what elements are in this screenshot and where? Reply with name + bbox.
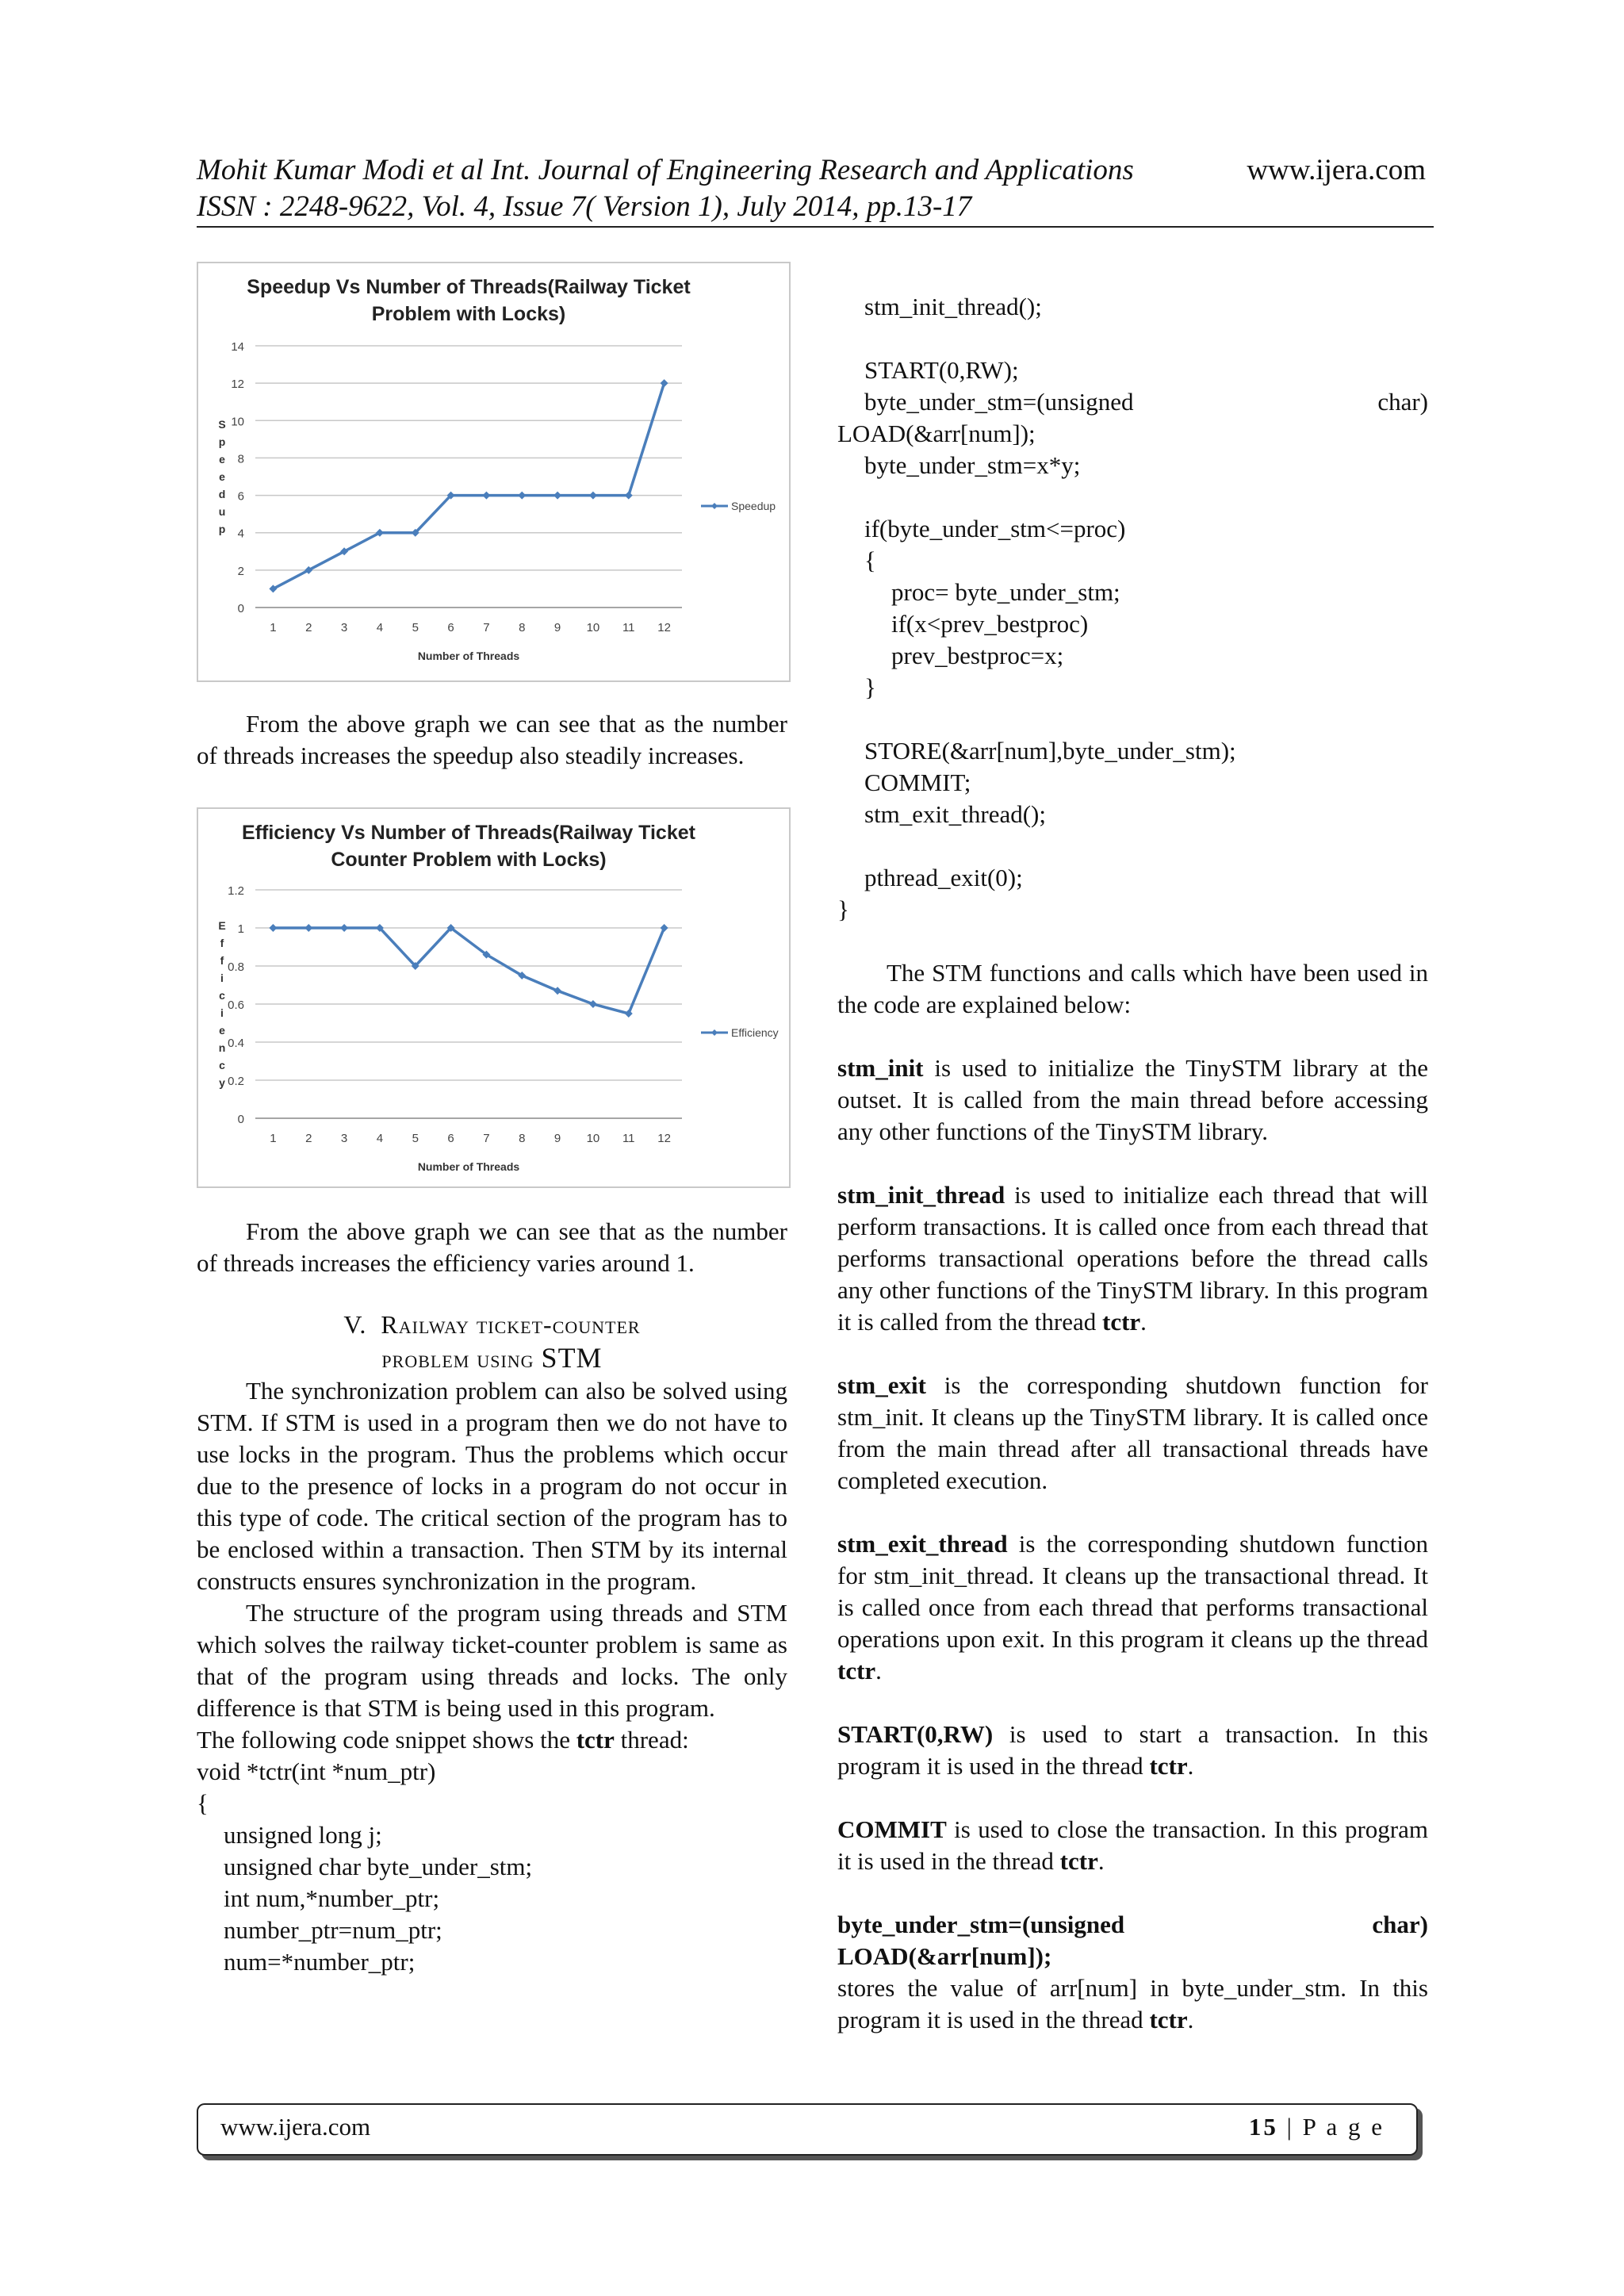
y-axis-label-letter: E bbox=[218, 919, 226, 932]
chart-title: Problem with Locks) bbox=[371, 303, 566, 325]
y-axis-label-letter: n bbox=[218, 1041, 226, 1054]
data-point bbox=[269, 924, 277, 932]
code-load-b: char) bbox=[1377, 388, 1428, 416]
section-number: V. bbox=[343, 1310, 367, 1339]
y-axis-label-letter: y bbox=[219, 1076, 225, 1089]
footer-page-number bbox=[1249, 2113, 1385, 2141]
start-text: is used to start a transaction. In this program it is used in the thread bbox=[837, 1720, 1428, 1780]
code-if-prev: if(x<prev_bestproc) bbox=[891, 610, 1089, 638]
x-tick-label: 8 bbox=[519, 621, 526, 634]
code-commit: COMMIT; bbox=[864, 769, 971, 796]
data-point bbox=[340, 924, 348, 932]
y-tick-label: 0 bbox=[237, 602, 244, 615]
x-tick-label: 1 bbox=[270, 621, 277, 634]
speedup-chart bbox=[197, 262, 791, 682]
term-load-a: byte_under_stm=(unsigned bbox=[837, 1911, 1125, 1938]
term-stm-init-thread: stm_init_thread bbox=[837, 1181, 1005, 1209]
y-axis-label-letter: f bbox=[220, 954, 224, 967]
x-tick-label: 6 bbox=[447, 1132, 454, 1145]
x-tick-label: 9 bbox=[553, 1132, 561, 1145]
y-axis-label-letter: c bbox=[219, 1059, 225, 1071]
page-number: 15 bbox=[1248, 2113, 1278, 2141]
code-load: LOAD(&arr[num]); bbox=[837, 420, 1036, 447]
y-tick-label: 4 bbox=[237, 527, 244, 541]
code-assign: byte_under_stm=x*y; bbox=[864, 451, 1081, 479]
header-rule bbox=[197, 226, 1434, 228]
x-tick-label: 5 bbox=[412, 621, 419, 634]
stm-init-thread-text: is used to initialize each thread that will perform transactions. It is called once from each thread that performs transactional operations before the thread calls any other functions of the TinySTM library. In this program it is called from the thread bbox=[837, 1181, 1428, 1336]
y-axis-label-letter: S bbox=[218, 418, 226, 431]
running-header bbox=[197, 152, 1134, 225]
code-brace-open: { bbox=[864, 546, 876, 574]
y-axis-label-letter: u bbox=[218, 505, 226, 518]
term-commit: COMMIT bbox=[837, 1815, 947, 1843]
code-start: START(0,RW); bbox=[864, 356, 1019, 384]
stm-init-thread-paragraph: stm_init_thread is used to initialize each thread that will perform transactions. It is called once from each thread that performs transactional operations before the thread calls any other functions of the TinySTM library. In this program it is called from the thread tctr. bbox=[837, 1181, 1428, 1336]
code-store: STORE(&arr[num],byte_under_stm); bbox=[864, 737, 1236, 765]
chart-title: Counter Problem with Locks) bbox=[331, 849, 607, 871]
tctr-ref-4: tctr bbox=[1059, 1847, 1098, 1875]
y-axis-label-letter: d bbox=[218, 488, 226, 500]
code-end-brace: } bbox=[837, 895, 849, 923]
page-label: | P a g e bbox=[1277, 2113, 1385, 2141]
y-tick-label: 10 bbox=[231, 415, 244, 429]
y-axis-label-letter: i bbox=[220, 1006, 224, 1019]
tctr-ref-2: tctr bbox=[837, 1657, 876, 1685]
structure-paragraph: The structure of the program using threads and STM which solves the railway ticket-counter problem is same as that of the program using threads and locks. The only difference is that STM is being used in this program. bbox=[197, 1599, 787, 1722]
term-load-b: char) bbox=[1372, 1911, 1428, 1938]
code-load-a: byte_under_stm=(unsigned bbox=[864, 388, 1134, 416]
term-start: START(0,RW) bbox=[837, 1720, 994, 1748]
speedup-paragraph: From the above graph we can see that as the number of threads increases the speedup also steadily increases. bbox=[197, 710, 787, 769]
term-load-c: LOAD(&arr[num]); bbox=[837, 1942, 1052, 1970]
code-left-1: { bbox=[197, 1789, 209, 1817]
data-point bbox=[553, 987, 561, 995]
data-point bbox=[589, 1000, 597, 1008]
y-axis-label-letter: c bbox=[219, 989, 225, 1002]
code-left-4: int num,*number_ptr; bbox=[224, 1884, 440, 1912]
stm-exit-paragraph bbox=[837, 1370, 1428, 1497]
x-tick-label: 2 bbox=[305, 621, 312, 634]
data-point bbox=[661, 379, 668, 387]
page-footer bbox=[197, 2103, 1418, 2156]
load-paragraph: stores the value of arr[num] in byte_under_stm. In this program it is used in the thread tctr. bbox=[837, 1974, 1428, 2033]
y-axis-label-letter: p bbox=[218, 435, 226, 448]
code-left-2: unsigned long j; bbox=[224, 1821, 382, 1849]
code-exit-thread: stm_exit_thread(); bbox=[864, 800, 1046, 828]
header-website[interactable]: www.ijera.com bbox=[1247, 154, 1426, 186]
code-proc: proc= byte_under_stm; bbox=[891, 578, 1120, 606]
efficiency-paragraph: From the above graph we can see that as the number of threads increases the efficiency varies around 1. bbox=[197, 1217, 787, 1277]
legend-label: Efficiency bbox=[731, 1026, 779, 1039]
code-left-6: num=*number_ptr; bbox=[224, 1948, 416, 1976]
y-axis-label-letter: f bbox=[220, 937, 224, 949]
x-tick-label: 4 bbox=[376, 621, 384, 634]
stm-exit-thread-text: is the corresponding shutdown function for stm_init_thread. It cleans up the transactional thread. It is called once from each thread that performs transactional operations upon exit. In this program it cleans up the thread bbox=[837, 1530, 1428, 1653]
functions-intro: The STM functions and calls which have been used in the code are explained below: bbox=[837, 959, 1428, 1018]
y-tick-label: 0.4 bbox=[228, 1037, 244, 1050]
x-tick-label: 10 bbox=[586, 621, 600, 634]
data-point bbox=[589, 492, 597, 500]
data-point bbox=[518, 492, 526, 500]
footer-website[interactable]: www.ijera.com bbox=[220, 2113, 371, 2141]
commit-paragraph: COMMIT is used to close the transaction. In this program it is used in the thread tctr. bbox=[837, 1815, 1428, 1875]
x-tick-label: 5 bbox=[412, 1132, 419, 1145]
start-paragraph: START(0,RW) is used to start a transaction. In this program it is used in the thread tctr. bbox=[837, 1720, 1428, 1780]
x-tick-label: 6 bbox=[447, 621, 454, 634]
y-tick-label: 0.2 bbox=[228, 1075, 244, 1088]
x-tick-label: 3 bbox=[340, 621, 348, 634]
chart-title: Efficiency Vs Number of Threads(Railway Ticket bbox=[242, 822, 695, 844]
code-left-0: void *tctr(int *num_ptr) bbox=[197, 1757, 436, 1785]
x-tick-label: 4 bbox=[376, 1132, 384, 1145]
x-axis-label: Number of Threads bbox=[417, 650, 520, 662]
section-title-stm: STM bbox=[541, 1342, 603, 1374]
code-load-line bbox=[837, 386, 1428, 418]
x-tick-label: 9 bbox=[553, 621, 561, 634]
x-tick-label: 7 bbox=[483, 621, 490, 634]
code-pthread-exit: pthread_exit(0); bbox=[864, 864, 1023, 891]
tctr-ref-1: tctr bbox=[1102, 1308, 1141, 1336]
y-axis-label-letter: p bbox=[218, 523, 226, 535]
y-tick-label: 1 bbox=[237, 922, 244, 936]
code-brace-close: } bbox=[864, 673, 876, 701]
y-tick-label: 0.8 bbox=[228, 960, 244, 974]
y-axis-label-letter: i bbox=[220, 972, 224, 984]
section-title-line1: Railway ticket-counter bbox=[381, 1310, 641, 1339]
x-tick-label: 11 bbox=[622, 1132, 635, 1145]
section-title-line2: problem using bbox=[381, 1344, 534, 1373]
y-tick-label: 0.6 bbox=[228, 999, 244, 1012]
stm-exit-text: is the corresponding shutdown function for stm_init. It cleans up the TinySTM library. It is called once from the main thread after all transactional threads have completed execution. bbox=[837, 1371, 1428, 1494]
x-tick-label: 10 bbox=[586, 1132, 600, 1145]
y-tick-label: 0 bbox=[237, 1113, 244, 1126]
x-tick-label: 7 bbox=[483, 1132, 490, 1145]
code-prev-assign: prev_bestproc=x; bbox=[891, 642, 1064, 669]
stm-intro-paragraph: The synchronization problem can also be solved using STM. If STM is used in a program then we do not have to use locks in the program. Thus the problems which occur due to the presence of locks in a program do not occur in this type of code. The critical section of the program has to be enclosed within a transaction. Then STM by its internal constructs ensures synchronization in the program. bbox=[197, 1377, 787, 1595]
speedup-chart-svg bbox=[198, 263, 789, 680]
load-term-line bbox=[837, 1909, 1428, 1941]
x-tick-label: 12 bbox=[657, 1132, 671, 1145]
stm-exit-thread-paragraph: stm_exit_thread is the corresponding shutdown function for stm_init_thread. It cleans up the transactional thread. It is called once from each thread that performs transactional operations upon exit. In this program it cleans up the thread tctr. bbox=[837, 1530, 1428, 1685]
snippet-intro-text: The following code snippet shows the bbox=[197, 1726, 576, 1754]
term-stm-exit: stm_exit bbox=[837, 1371, 926, 1399]
snippet-intro-tctr: tctr bbox=[576, 1726, 615, 1754]
y-tick-label: 8 bbox=[237, 452, 244, 466]
efficiency-chart bbox=[197, 807, 791, 1188]
data-point bbox=[304, 924, 312, 932]
y-axis-label-letter: e bbox=[219, 453, 225, 466]
series-line-speedup bbox=[273, 383, 664, 588]
code-left-5: number_ptr=num_ptr; bbox=[224, 1916, 442, 1944]
header-journal-line: Mohit Kumar Modi et al Int. Journal of Engineering Research and Applications bbox=[197, 154, 1134, 186]
series-line-efficiency bbox=[273, 928, 664, 1014]
commit-text: is used to close the transaction. In this program it is used in the thread bbox=[837, 1815, 1428, 1875]
header-issn-line: ISSN : 2248-9622, Vol. 4, Issue 7( Version 1), July 2014, pp.13-17 bbox=[197, 190, 972, 223]
data-point bbox=[661, 924, 668, 932]
code-init-thread: stm_init_thread(); bbox=[864, 293, 1042, 320]
data-point bbox=[482, 492, 490, 500]
data-point bbox=[553, 492, 561, 500]
right-column bbox=[837, 291, 1428, 2036]
y-tick-label: 6 bbox=[237, 489, 244, 504]
legend-marker bbox=[711, 1029, 718, 1036]
data-point bbox=[625, 1010, 633, 1018]
left-column-bottom bbox=[197, 1216, 787, 1978]
x-tick-label: 11 bbox=[622, 621, 635, 634]
load-text: stores the value of arr[num] in byte_under_stm. In this program it is used in the thread bbox=[837, 1974, 1428, 2033]
stm-init-text: is used to initialize the TinySTM library at the outset. It is called from the main thread before accessing any other functions of the TinySTM library. bbox=[837, 1054, 1428, 1145]
x-tick-label: 3 bbox=[340, 1132, 348, 1145]
code-left-3: unsigned char byte_under_stm; bbox=[224, 1853, 533, 1880]
tctr-ref-3: tctr bbox=[1149, 1752, 1188, 1780]
tctr-ref-5: tctr bbox=[1149, 2006, 1188, 2033]
left-column-top bbox=[197, 708, 787, 772]
y-axis-label-letter: e bbox=[219, 1024, 225, 1037]
term-stm-exit-thread: stm_exit_thread bbox=[837, 1530, 1008, 1558]
x-tick-label: 8 bbox=[519, 1132, 526, 1145]
snippet-intro bbox=[197, 1724, 787, 1756]
snippet-intro-tail: thread: bbox=[614, 1726, 689, 1754]
y-tick-label: 12 bbox=[231, 378, 244, 392]
data-point bbox=[625, 492, 633, 500]
legend-label: Speedup bbox=[731, 500, 776, 512]
y-tick-label: 2 bbox=[237, 564, 244, 578]
efficiency-chart-svg bbox=[198, 809, 789, 1186]
y-tick-label: 1.2 bbox=[228, 884, 244, 898]
y-axis-label-letter: e bbox=[219, 470, 225, 483]
y-tick-label: 14 bbox=[231, 340, 244, 354]
legend-marker bbox=[711, 503, 718, 509]
code-if: if(byte_under_stm<=proc) bbox=[864, 515, 1126, 542]
chart-title: Speedup Vs Number of Threads(Railway Ticket bbox=[247, 276, 691, 298]
x-axis-label: Number of Threads bbox=[417, 1160, 520, 1173]
x-tick-label: 1 bbox=[270, 1132, 277, 1145]
x-tick-label: 2 bbox=[305, 1132, 312, 1145]
stm-init-paragraph bbox=[837, 1052, 1428, 1148]
section-heading bbox=[197, 1308, 787, 1375]
term-stm-init: stm_init bbox=[837, 1054, 924, 1082]
x-tick-label: 12 bbox=[657, 621, 671, 634]
